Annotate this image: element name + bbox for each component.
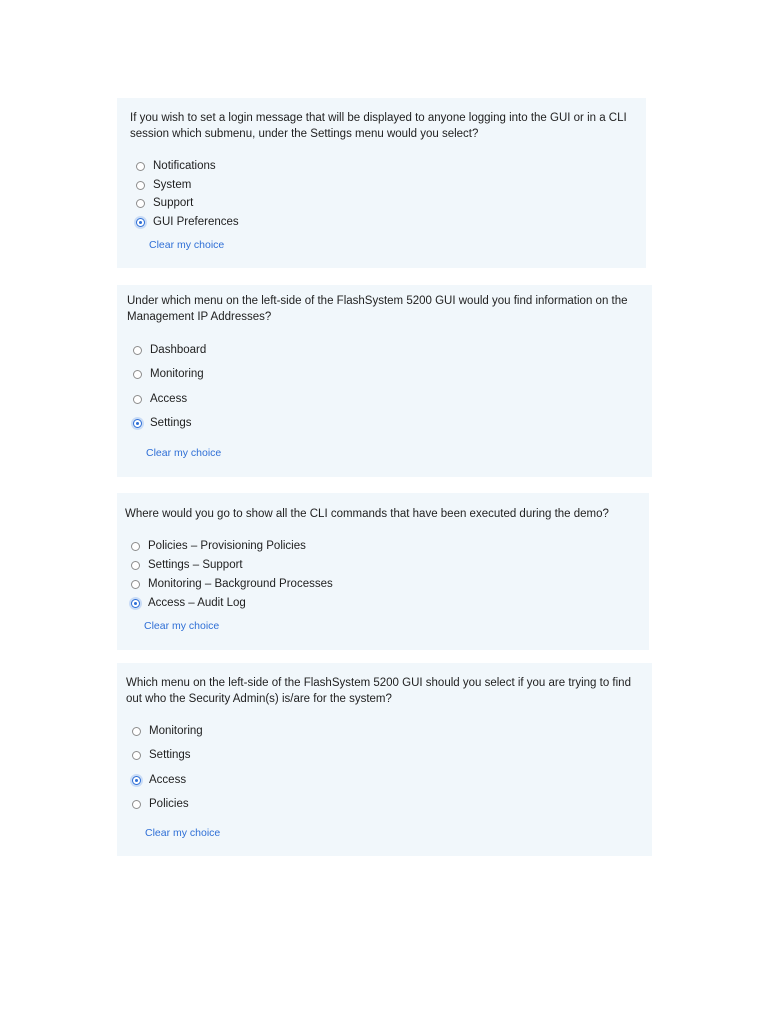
option-access[interactable] [132, 773, 186, 787]
question-card-4 [117, 663, 652, 856]
question-text: Under which menu on the left-side of the FlashSystem 5200 GUI would you find information on the Management IP Addresses? [127, 295, 628, 323]
radio-icon[interactable] [136, 199, 145, 208]
option-support[interactable] [136, 196, 193, 210]
option-label: Policies – Provisioning Policies [148, 540, 306, 552]
radio-icon[interactable] [136, 162, 145, 171]
option-settings[interactable] [132, 748, 191, 762]
option-label: Access – Audit Log [148, 597, 246, 609]
option-label: Settings [150, 417, 192, 429]
option-label: Policies [149, 798, 189, 810]
clear-choice-link[interactable]: Clear my choice [146, 447, 222, 459]
question-text: Which menu on the left-side of the FlashSystem 5200 GUI should you select if you are trying to find out who the Security Admin(s) is/are for the system? [126, 677, 631, 705]
radio-icon[interactable] [132, 751, 141, 760]
option-label: Settings – Support [148, 559, 243, 571]
option-monitoring[interactable] [133, 367, 204, 381]
option-label: GUI Preferences [153, 216, 239, 228]
option-access[interactable] [133, 392, 187, 406]
option-label: Monitoring [150, 368, 204, 380]
clear-choice-link[interactable]: Clear my choice [144, 620, 220, 632]
radio-icon[interactable] [131, 542, 140, 551]
radio-selected-icon[interactable] [131, 599, 140, 608]
option-monitoring[interactable] [132, 724, 203, 738]
option-label: Support [153, 197, 194, 209]
option-notifications[interactable] [136, 159, 216, 173]
option-policies-provisioning[interactable] [131, 539, 306, 553]
radio-selected-icon[interactable] [136, 218, 145, 227]
option-dashboard[interactable] [133, 343, 206, 357]
radio-icon[interactable] [131, 580, 140, 589]
question-text: Where would you go to show all the CLI commands that have been executed during the demo? [125, 508, 609, 520]
option-label: System [153, 179, 192, 191]
radio-selected-icon[interactable] [133, 419, 142, 428]
option-system[interactable] [136, 178, 191, 192]
option-access-audit-log[interactable] [131, 596, 246, 610]
option-settings-support[interactable] [131, 558, 243, 572]
option-label: Monitoring [149, 725, 203, 737]
radio-icon[interactable] [132, 727, 141, 736]
radio-icon[interactable] [133, 370, 142, 379]
clear-choice-link[interactable]: Clear my choice [145, 827, 221, 839]
option-settings[interactable] [133, 416, 192, 430]
clear-choice-link[interactable]: Clear my choice [149, 239, 225, 251]
option-label: Monitoring – Background Processes [148, 578, 333, 590]
radio-icon[interactable] [132, 800, 141, 809]
option-label: Dashboard [150, 344, 207, 356]
radio-icon[interactable] [133, 395, 142, 404]
option-policies[interactable] [132, 797, 189, 811]
radio-icon[interactable] [133, 346, 142, 355]
option-gui-preferences[interactable] [136, 215, 239, 229]
option-monitoring-background[interactable] [131, 577, 333, 591]
radio-icon[interactable] [131, 561, 140, 570]
option-label: Settings [149, 749, 191, 761]
option-label: Notifications [153, 160, 216, 172]
question-text: If you wish to set a login message that will be displayed to anyone logging into the GUI or in a CLI session which submenu, under the Settings menu would you select? [130, 112, 627, 140]
question-card-3 [117, 493, 649, 650]
radio-selected-icon[interactable] [132, 776, 141, 785]
question-card-1 [117, 98, 646, 268]
question-card-2 [117, 285, 652, 477]
option-label: Access [149, 774, 187, 786]
option-label: Access [150, 393, 188, 405]
radio-icon[interactable] [136, 181, 145, 190]
